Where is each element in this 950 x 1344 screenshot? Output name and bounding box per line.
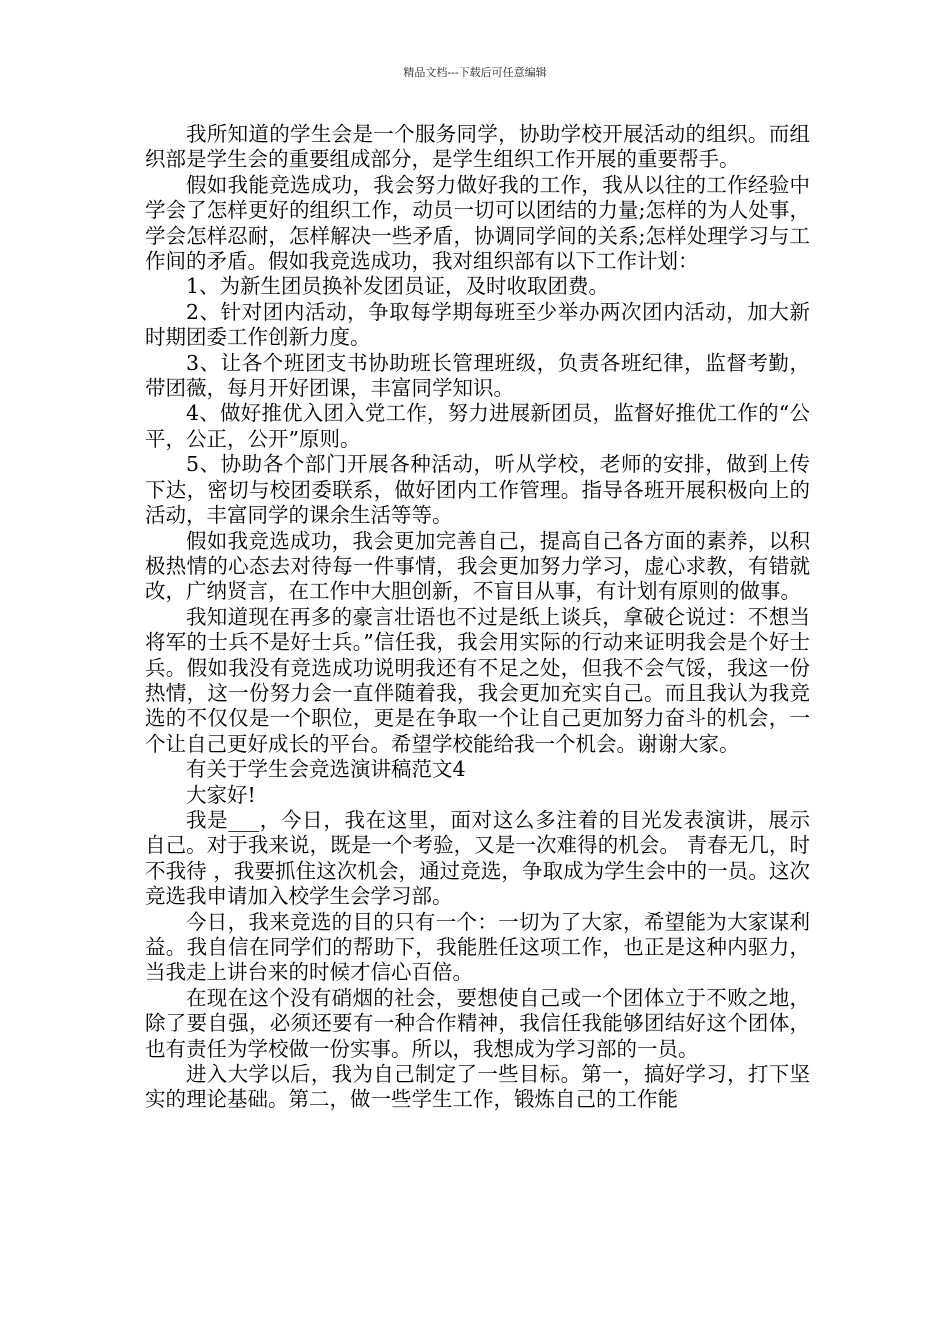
paragraph: 我所知道的学生会是一个服务同学，协助学校开展活动的组织。而组织部是学生会的重要组成部分，是学生组织工作开展的重要帮手。 (145, 122, 810, 172)
paragraph: 3、让各个班团支书协助班长管理班级，负责各班纪律，监督考勤，带团薇，每月开好团课，丰富同学知识。 (145, 350, 810, 401)
paragraph: 4、做好推优入团入党工作，努力进展新团员，监督好推优工作的“公平，公正，公开”原则。 (145, 401, 810, 451)
paragraph: 今日，我来竞选的目的只有一个：一切为了大家，希望能为大家谋利益。我自信在同学们的帮助下，我能胜任这项工作，也正是这种内驱力，当我走上讲台来的时候才信心百倍。 (145, 909, 810, 985)
paragraph: 我知道现在再多的豪言壮语也不过是纸上谈兵，拿破仑说过：不想当将军的士兵不是好士兵。”信任我，我会用实际的行动来证明我会是个好士兵。假如我没有竞选成功说明我还有不足之处，但我不会气馁，我这一份热情，这一份努力会一直伴随着我，我会更加充实自己。而且我认为我竞选的不仅仅是一个职位，更是在争取一个让自己更加努力奋斗的机会，一个让自己更好成长的平台。希望学校能给我一个机会。谢谢大家。 (145, 604, 810, 756)
paragraph: 假如我能竞选成功，我会努力做好我的工作，我从以往的工作经验中学会了怎样更好的组织工作，动员一切可以团结的力量;怎样的为人处事，学会怎样忍耐，怎样解决一些矛盾，协调同学间的关系;怎样处理学习与工作间的矛盾。假如我竞选成功，我对组织部有以下工作计划： (145, 172, 810, 274)
paragraph: 2、针对团内活动，争取每学期每班至少举办两次团内活动，加大新时期团委工作创新力度。 (145, 299, 810, 350)
document-body (145, 122, 810, 1113)
section-heading: 有关于学生会竞选演讲稿范文4 (186, 757, 466, 782)
paragraph: 在现在这个没有硝烟的社会，要想使自己或一个团体立于不败之地，除了要自强，必须还要有一种合作精神，我信任我能够团结好这个团体，也有责任为学校做一份实事。所以，我想成为学习部的一员。 (145, 985, 810, 1061)
paragraph: 假如我竞选成功，我会更加完善自己，提高自己各方面的素养，以积极热情的心态去对待每一件事情，我会更加努力学习，虚心求教，有错就改，广纳贤言，在工作中大胆创新，不盲目从事，有计划有原则的做事。 (145, 528, 810, 604)
paragraph: 5、协助各个部门开展各种活动，听从学校，老师的安排，做到上传下达，密切与校团委联系，做好团内工作管理。指导各班开展积极向上的活动，丰富同学的课余生活等等。 (145, 452, 810, 528)
greeting: 大家好! (186, 782, 256, 807)
paragraph: 1、为新生团员换补发团员证，及时收取团费。 (186, 274, 610, 299)
page-header: 精品文档---下载后可任意编辑 (403, 66, 547, 79)
paragraph: 我是___，今日，我在这里，面对这么多注着的目光发表演讲，展示自己。对于我来说，既是一个考验，又是一次难得的机会。 青春无几，时不我待 ，我要抓住这次机会，通过竞选，争取成为学生会中的一员。这次竞选我申请加入校学生会学习部。 (145, 807, 810, 909)
paragraph: 进入大学以后，我为自己制定了一些目标。第一，搞好学习，打下坚实的理论基础。第二，做一些学生工作，锻炼自己的工作能 (145, 1062, 810, 1112)
